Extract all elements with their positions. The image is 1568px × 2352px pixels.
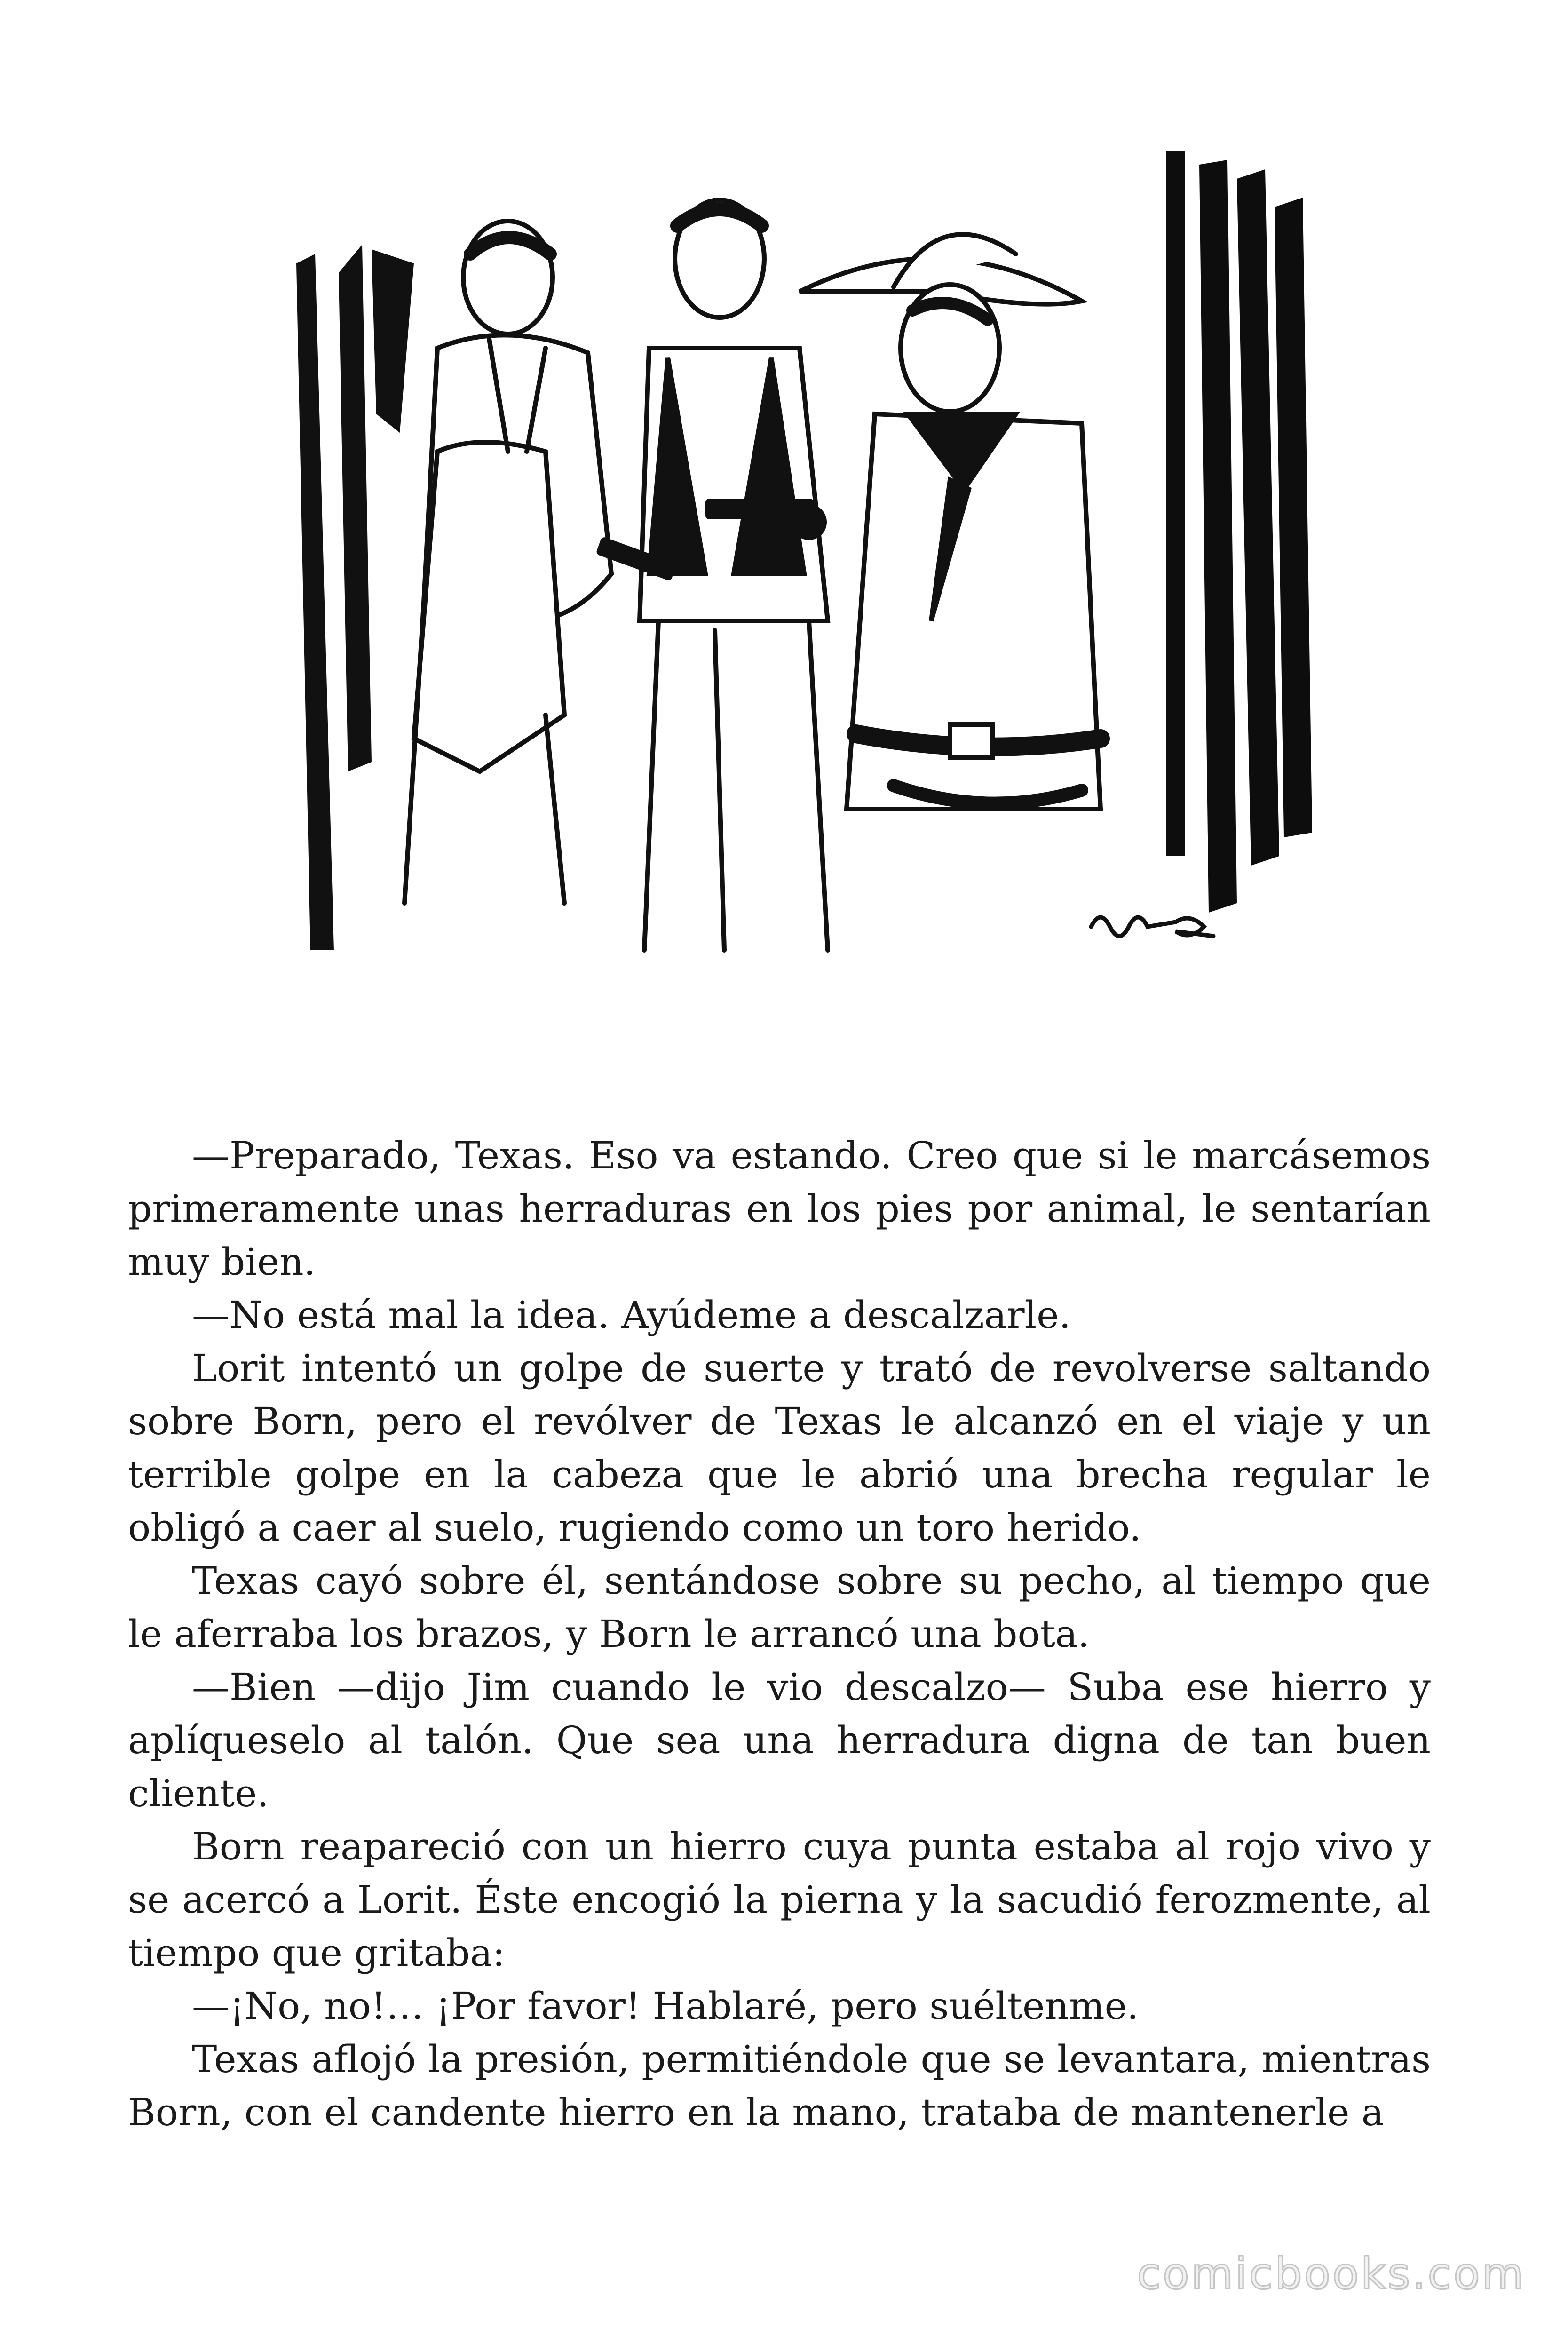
paragraph: —No está mal la idea. Ayúdeme a descalzarle. (192, 1293, 1071, 1337)
paragraph: —Bien —dijo Jim cuando le vio descalzo— Suba ese hierro y aplíqueselo al talón. Que sea una herradura digna de tan buen cliente. (128, 1665, 1431, 1815)
body-text (128, 1129, 1431, 2139)
paragraph: —¡No, no!… ¡Por favor! Hablaré, pero suéltenme. (192, 1984, 1139, 2028)
paragraph: Born reapareció con un hierro cuya punta estaba al rojo vivo y se acercó a Lorit. Éste encogió la pierna y la sacudió ferozmente, al tiempo que gritaba: (128, 1825, 1431, 1975)
paragraph: Texas aflojó la presión, permitiéndole que se levantara, mientras Born, con el candente hierro en la mano, trataba de mantenerle a (128, 2037, 1431, 2134)
cowboys-illustration (282, 151, 1336, 978)
watermark: comicbooks.com (1137, 2249, 1526, 2299)
paragraph: Texas cayó sobre él, sentándose sobre su pecho, al tiempo que le aferraba los brazos, y Born le arrancó una bota. (128, 1559, 1431, 1656)
cowboys-drawing-icon (282, 151, 1336, 978)
paragraph: —Preparado, Texas. Eso va estando. Creo que si le marcásemos primeramente unas herraduras en los pies por animal, le sentarían muy bien. (128, 1134, 1431, 1284)
paragraph: Lorit intentó un golpe de suerte y trató de revolverse saltando sobre Born, pero el revólver de Texas le alcanzó en el viaje y un terrible golpe en la cabeza que le abrió una brecha regular le obligó a caer al suelo, rugiendo como un toro herido. (128, 1346, 1431, 1549)
